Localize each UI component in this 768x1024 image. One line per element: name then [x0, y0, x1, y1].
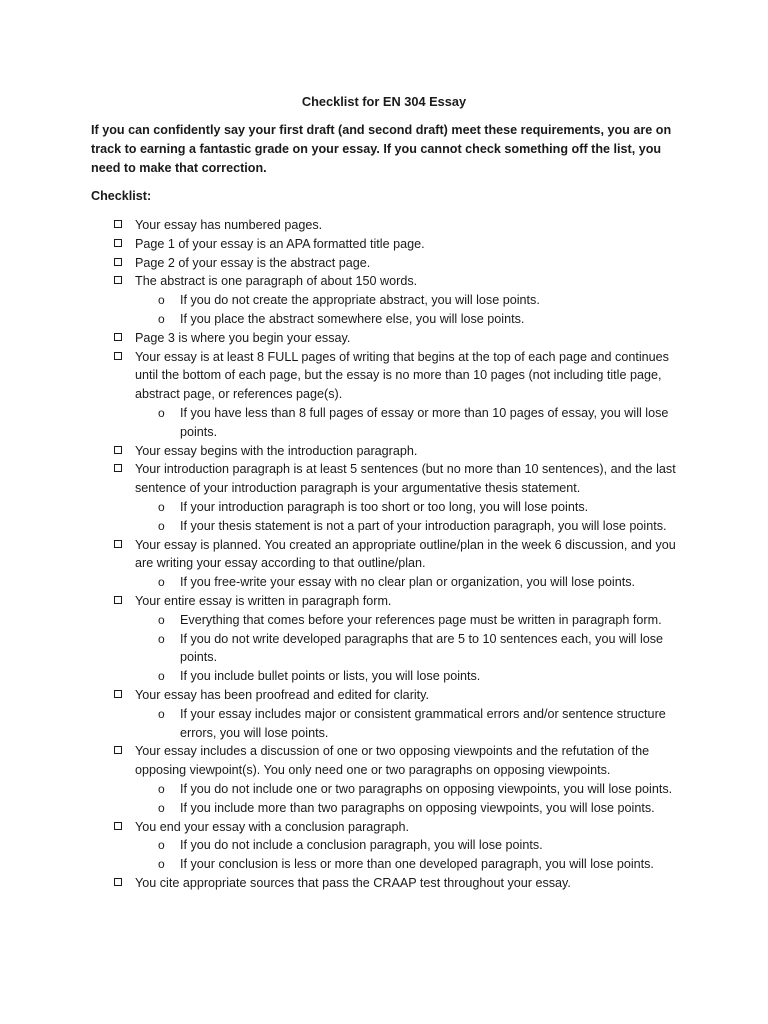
checklist-item-text: Your introduction paragraph is at least 5 sentences (but no more than 10 sentences), and the last sentence of your introduction paragraph is your argumentative thesis statement. — [135, 462, 676, 496]
checklist-item — [113, 742, 688, 817]
checklist-heading: Checklist: — [91, 189, 152, 203]
sub-item-text: If your conclusion is less or more than one developed paragraph, you will lose points. — [180, 857, 654, 872]
sub-list-item — [135, 630, 688, 668]
sub-list-item — [135, 780, 688, 799]
checkbox-icon — [114, 596, 122, 604]
sub-list-item — [135, 799, 688, 818]
sub-list — [135, 291, 688, 329]
sub-list-item — [135, 291, 688, 310]
sub-list-item — [135, 310, 688, 329]
circle-bullet-icon: o — [158, 706, 165, 721]
checklist-item-text: The abstract is one paragraph of about 150 words. — [135, 274, 418, 289]
checkbox-icon — [114, 446, 122, 454]
checklist-item — [113, 329, 688, 348]
checklist-item — [113, 254, 688, 273]
checkbox-icon — [114, 352, 122, 360]
circle-bullet-icon: o — [158, 499, 165, 514]
circle-bullet-icon: o — [158, 405, 165, 420]
circle-bullet-icon: o — [158, 781, 165, 796]
sub-list-item — [135, 667, 688, 686]
checklist-item-text: Your essay begins with the introduction paragraph. — [135, 443, 418, 458]
sub-list — [135, 611, 688, 686]
checklist-item-text: You cite appropriate sources that pass the CRAAP test throughout your essay. — [135, 875, 571, 890]
checklist-item-text: Page 1 of your essay is an APA formatted title page. — [135, 236, 425, 251]
sub-list — [135, 573, 688, 592]
checklist-item — [113, 818, 688, 874]
checklist-item-text: Your essay has numbered pages. — [135, 218, 323, 232]
sub-item-text: If you place the abstract somewhere else, you will lose points. — [180, 311, 525, 326]
sub-list-item — [135, 573, 688, 592]
circle-bullet-icon: o — [158, 669, 165, 684]
checklist-item-text: Page 2 of your essay is the abstract page. — [135, 255, 371, 270]
checklist-item-text: Page 3 is where you begin your essay. — [135, 330, 351, 345]
sub-item-text: If your essay includes major or consistent grammatical errors and/or sentence structure errors, you will lose points. — [180, 706, 666, 740]
checkbox-icon — [114, 746, 122, 754]
checklist — [113, 216, 688, 893]
checklist-item — [113, 216, 688, 235]
sub-item-text: If you do not include a conclusion paragraph, you will lose points. — [180, 838, 543, 853]
sub-list — [135, 404, 688, 442]
checkbox-icon — [114, 822, 122, 830]
checklist-item-text: Your essay is planned. You created an appropriate outline/plan in the week 6 discussion, and you are writing your essay according to that outline/plan. — [135, 537, 676, 571]
circle-bullet-icon: o — [158, 857, 165, 872]
checklist-item-text: Your entire essay is written in paragraph form. — [135, 593, 392, 608]
document-title: Checklist for EN 304 Essay — [301, 94, 467, 109]
checkbox-icon — [114, 220, 122, 228]
checklist-item — [113, 235, 688, 254]
checklist-item — [113, 592, 688, 686]
sub-list-item — [135, 705, 688, 743]
sub-item-text: If your thesis statement is not a part of your introduction paragraph, you will lose points. — [180, 518, 667, 533]
checkbox-icon — [114, 276, 122, 284]
sub-item-text: If you have less than 8 full pages of essay or more than 10 pages of essay, you will lose points. — [180, 405, 669, 439]
checklist-item — [113, 874, 688, 893]
circle-bullet-icon: o — [158, 311, 165, 326]
sub-list — [135, 780, 688, 818]
circle-bullet-icon: o — [158, 631, 165, 646]
checklist-item — [113, 348, 688, 442]
checklist-item-text: Your essay is at least 8 FULL pages of writing that begins at the top of each page and continues until the bottom of each page, but the essay is no more than 10 pages (not including title page, abstract page, or references page(s). — [135, 349, 669, 402]
checkbox-icon — [114, 239, 122, 247]
checklist-item-text: You end your essay with a conclusion paragraph. — [135, 819, 409, 834]
sub-list-item — [135, 498, 688, 517]
sub-item-text: If your introduction paragraph is too short or too long, you will lose points. — [180, 499, 589, 514]
circle-bullet-icon: o — [158, 612, 165, 627]
sub-list — [135, 836, 688, 874]
sub-list — [135, 498, 688, 536]
circle-bullet-icon: o — [158, 838, 165, 853]
checklist-item — [113, 536, 688, 592]
sub-list — [135, 705, 688, 743]
checklist-item-text: Your essay includes a discussion of one or two opposing viewpoints and the refutation of the opposing viewpoint(s). You only need one or two paragraphs on opposing viewpoints. — [135, 744, 650, 778]
sub-list-item — [135, 517, 688, 536]
checkbox-icon — [114, 878, 122, 886]
sub-list-item — [135, 404, 688, 442]
checklist-item — [113, 686, 688, 742]
checklist-item — [113, 272, 688, 328]
checkbox-icon — [114, 258, 122, 266]
sub-item-text: If you do not include one or two paragraphs on opposing viewpoints, you will lose points. — [180, 781, 673, 796]
circle-bullet-icon: o — [158, 575, 165, 590]
checklist-item — [113, 442, 688, 461]
checkbox-icon — [114, 333, 122, 341]
sub-item-text: If you include bullet points or lists, you will lose points. — [180, 669, 481, 684]
sub-item-text: Everything that comes before your references page must be written in paragraph form. — [180, 612, 662, 627]
circle-bullet-icon: o — [158, 800, 165, 815]
sub-list-item — [135, 855, 688, 874]
intro-paragraph: If you can confidently say your first draft (and second draft) meet these requirements, you are on track to earning a fantastic grade on your essay. If you cannot check something off the list, you need to make that correction. — [91, 123, 672, 175]
circle-bullet-icon: o — [158, 293, 165, 308]
checklist-item-text: Your essay has been proofread and edited for clarity. — [135, 687, 430, 702]
sub-item-text: If you do not write developed paragraphs that are 5 to 10 sentences each, you will lose points. — [180, 631, 664, 665]
checkbox-icon — [114, 540, 122, 548]
sub-item-text: If you include more than two paragraphs on opposing viewpoints, you will lose points. — [180, 800, 655, 815]
sub-item-text: If you free-write your essay with no clear plan or organization, you will lose points. — [180, 575, 635, 590]
checkbox-icon — [114, 464, 122, 472]
circle-bullet-icon: o — [158, 518, 165, 533]
checkbox-icon — [114, 690, 122, 698]
checklist-item — [113, 460, 688, 535]
sub-list-item — [135, 611, 688, 630]
sub-item-text: If you do not create the appropriate abstract, you will lose points. — [180, 293, 540, 308]
sub-list-item — [135, 836, 688, 855]
